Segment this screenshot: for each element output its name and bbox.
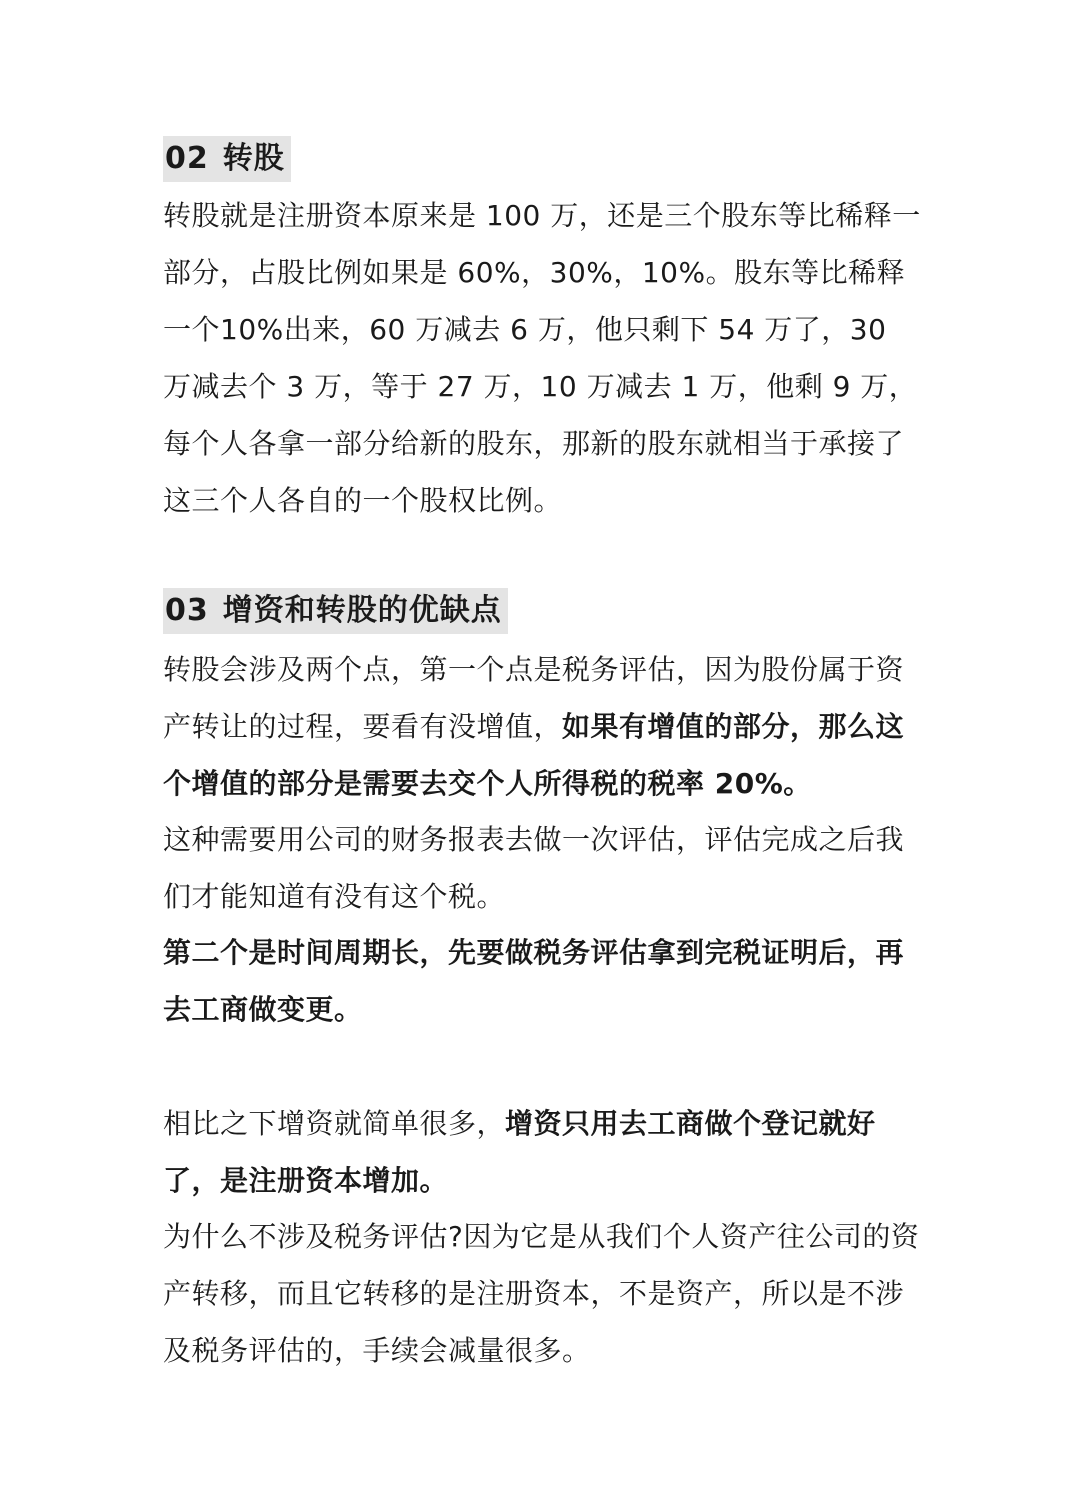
section-number: 02 — [165, 141, 209, 176]
paragraph-transfer-explanation: 转股就是注册资本原来是 100 万，还是三个股东等比稀释一部分，占股比例如果是 60%，30%，10%。股东等比稀释一个10%出来，60 万减去 6 万，他只剩下 54 万了，30 万减去个 3 万，等于 27 万，10 万减去 1 万，他剩 9 万，每个人各拿一部分给新的股东，那新的股东就相当于承接了这三个人各自的一个股权比例。 — [163, 199, 921, 517]
paragraph-bold-text: 如果有增值的部分，那么这个增值的部分是需要去交个人所得税的税率 20%。 — [163, 710, 905, 800]
paragraph-financial-report: 这种需要用公司的财务报表去做一次评估，评估完成之后我们才能知道有没有这个税。 — [163, 823, 905, 913]
paragraph-bold-text: 增资只用去工商做个登记就好了，是注册资本增加。 — [163, 1107, 876, 1197]
paragraph-text: 相比之下增资就简单很多， — [163, 1107, 506, 1140]
section-number: 03 — [165, 593, 209, 628]
paragraph-tax-evaluation — [163, 641, 923, 812]
section-heading-pros-cons — [163, 588, 508, 634]
section-title: 转股 — [222, 141, 285, 176]
section-heading-transfer — [163, 136, 291, 182]
paragraph-text: 转股会涉及两个点，第一个点是税务评估，因为股份属于资产转让的过程，要看有没增值， — [163, 653, 905, 743]
section-title: 增资和转股的优缺点 — [222, 593, 502, 628]
paragraph-time-period: 第二个是时间周期长，先要做税务评估拿到完税证明后，再去工商做变更。 — [163, 936, 905, 1026]
paragraph-why-no-tax: 为什么不涉及税务评估?因为它是从我们个人资产往公司的资产转移，而且它转移的是注册资本，不是资产，所以是不涉及税务评估的，手续会减量很多。 — [163, 1220, 920, 1367]
paragraph-capital-increase — [163, 1095, 923, 1209]
